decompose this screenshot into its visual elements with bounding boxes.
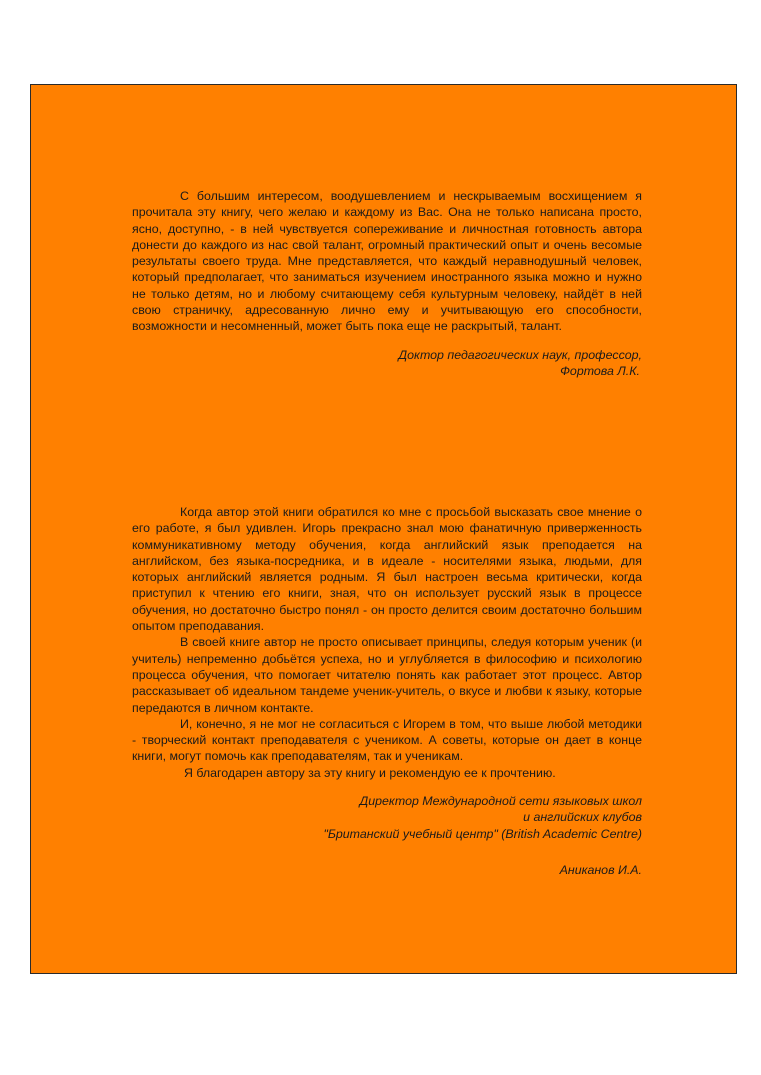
review-2-signature — [132, 793, 642, 878]
review-2-signature-name: Аниканов И.А. — [559, 862, 642, 877]
review-2-signature-line-2: и английских клубов — [523, 810, 642, 825]
review-2-paragraph-1: Когда автор этой книги обратился ко мне с просьбой высказать свое мнение о его работе, я был удивлен. Игорь прекрасно знал мою фанатичную приверженность коммуникативному методу обучения, когда английский язык преподается на английском, без языка-посредника, и в идеале - носителями языка, людьми, для которых английский является родным. Я был настроен весьма критически, когда приступил к чтению его книги, зная, что он использует русский язык в процессе обучения, но достаточно быстро понял - он просто делится своим достаточно большим опытом преподавания. — [132, 505, 642, 634]
review-2-signature-line-3: "Британский учебный центр" (British Academic Centre) — [323, 826, 642, 841]
review-1-signature — [132, 347, 642, 380]
review-2-signature-line-1: Директор Международной сети языковых школ — [359, 794, 642, 809]
review-1-paragraph: С большим интересом, воодушевлением и нескрываемым восхищением я прочитала эту книгу, чего желаю и каждому из Вас. Она не только написана просто, ясно, доступно, - в ней чувствуется сопереживание и личностная готовность автора донести до каждого из нас свой талант, огромный практический опыт и очень весомые результаты своего труда. Мне представляется, что каждый неравнодушный человек, который предполагает, что заниматься изучением иностранного языка можно и нужно не только детям, но и любому считающему себя культурным человеку, найдёт в ней свою страничку, адресованную лично ему и учитывающую его способности, возможности и несомненный, может быть пока еще не раскрытый, талант. — [132, 189, 642, 334]
review-1 — [132, 188, 642, 379]
review-1-signature-title: Доктор педагогических наук, профессор, — [398, 347, 642, 362]
review-2 — [132, 504, 642, 878]
review-2-paragraph-3: И, конечно, я не мог не согласиться с Игорем в том, что выше любой методики - творческий контакт преподавателя с учеником. А советы, которые он дает в конце книги, могут помочь как преподавателям, так и ученикам. — [132, 716, 642, 764]
review-2-paragraph-2: В своей книге автор не просто описывает принципы, следуя которым ученик (и учитель) непременно добьётся успеха, но и углубляется в философию и психологию процесса обучения, что помогает читателю понять как работает этот процесс. Автор рассказывает об идеальном тандеме ученик-учитель, о вкусе и любви к языку, которые передаются в личном контакте. — [132, 635, 642, 715]
review-2-paragraph-4: Я благодарен автору за эту книгу и рекомендую ее к прочтению. — [184, 765, 556, 780]
review-1-signature-name: Фортова Л.К. — [560, 363, 640, 378]
page-panel — [30, 84, 737, 974]
